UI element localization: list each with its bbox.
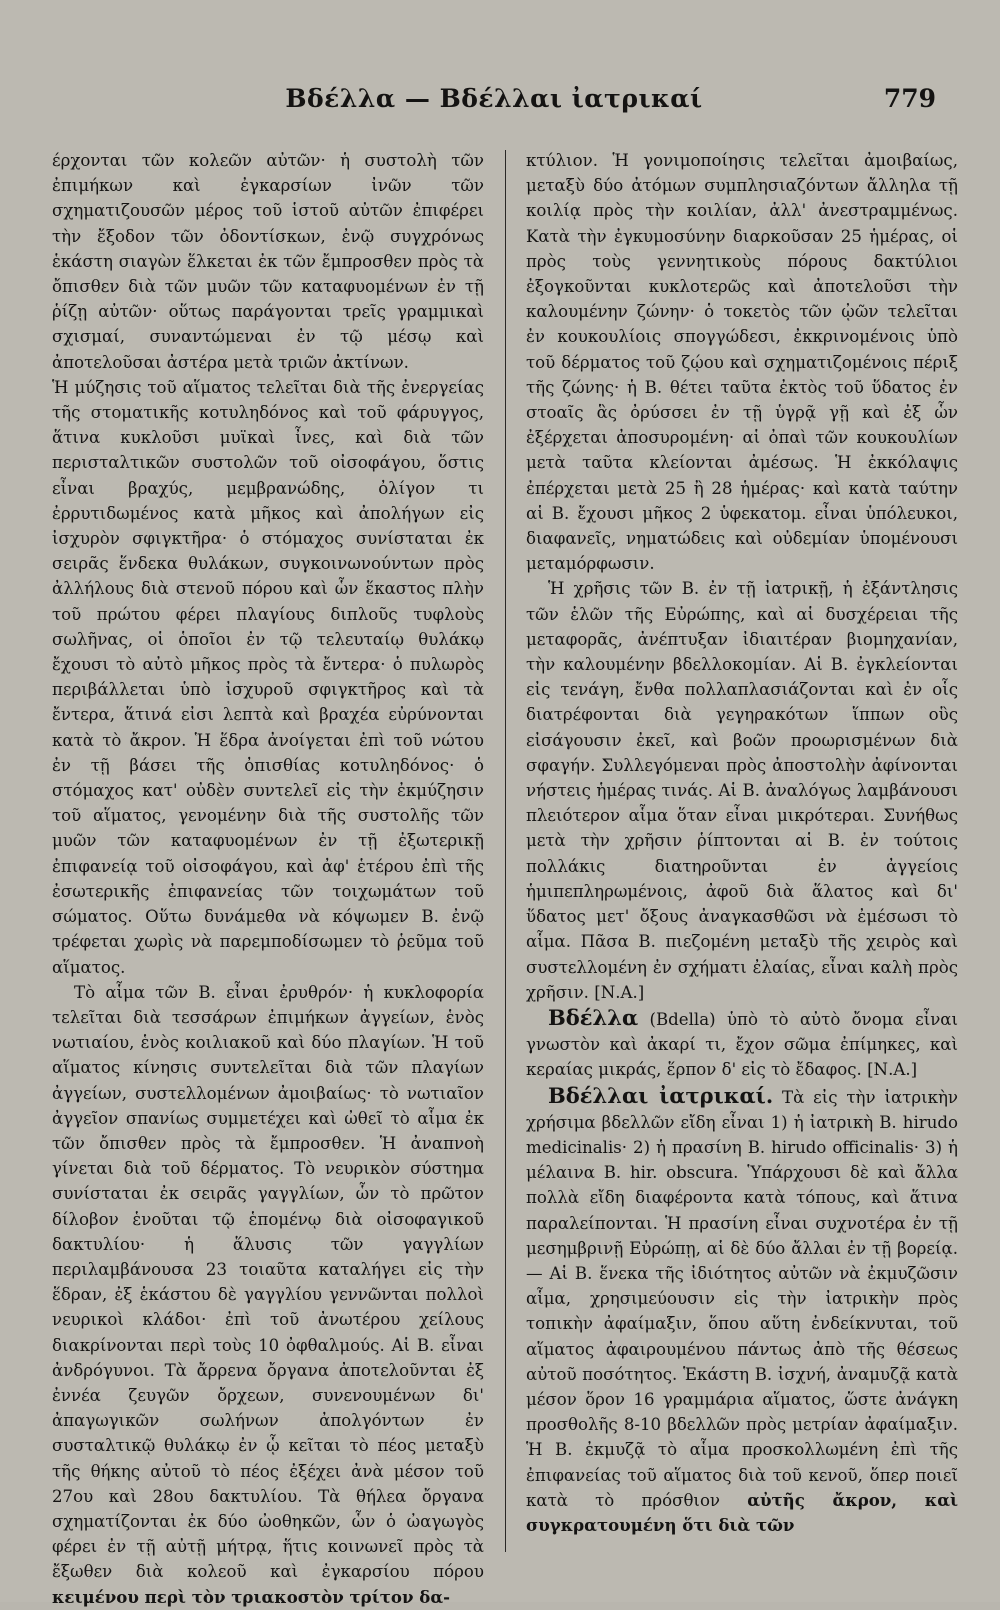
paragraph: Ἡ μύζησις τοῦ αἵματος τελεῖται διὰ τῆς ἐνεργείας τῆς στοματικῆς κοτυληδόνος καὶ τοῦ φάρυγγος, ἅτινα κυκλοῦσι μυϊκαὶ ἶνες, καὶ διὰ τῶν περισταλτικῶν συστολῶν τοῦ οἰσοφάγου, ὅστις εἶναι βραχύς, μεμβρανώδης, ὀλίγον τι ἐρρυτιδωμένος κατὰ μῆκος καὶ ἀπολήγων εἰς ἰσχυρὸν σφιγκτῆρα· ὁ στόμαχος συνίσταται ἐκ σειρᾶς ἕνδεκα θυλάκων, συγκοινωνούντων πρὸς ἀλλήλους διὰ στενοῦ πόρου καὶ ὧν ἕκαστος πλὴν τοῦ πρώτου φέρει πλαγίους διπλοῦς τυφλοὺς σωλῆνας, οἱ ὁποῖοι ἐν τῷ τελευταίῳ θυλάκῳ ἔχουσι τὸ αὐτὸ μῆκος πρὸς τὰ ἔντερα· ὁ πυλωρὸς περιβάλλεται ὑπὸ ἰσχυροῦ σφιγκτῆρος καὶ τὰ ἔντερα, ἅτινά εἰσι λεπτὰ καὶ βραχέα εὐρύνονται κατὰ τὸ ἄκρον. Ἡ ἕδρα ἀνοίγεται ἐπὶ τοῦ νώτου ἐν τῇ βάσει τῆς ὀπισθίας κοτυληδόνος· ὁ στόμαχος κατ' οὐδὲν συντελεῖ εἰς τὴν ἐκμύζησιν τοῦ αἵματος, γενομένην διὰ τῆς συστολῆς τῶν μυῶν τῶν καταφυομένων ἐν τῇ ἐξωτερικῇ ἐπιφανείᾳ τοῦ οἰσοφάγου, καὶ ἀφ' ἑτέρου ἐπὶ τῆς ἐσωτερικῆς ἐπιφανείας τῶν τοιχωμάτων τοῦ σώματος. Οὕτω δυνάμεθα νὰ κόψωμεν Β. ἐνῷ τρέφεται χωρὶς νὰ παρεμποδίσωμεν τὸ ῥεῦμα τοῦ αἵματος. [52, 377, 484, 977]
column-rule [505, 150, 506, 1552]
running-title: Βδέλλα — Βδέλλαι ἰατρικαί [285, 84, 703, 113]
paragraph: Ἡ χρῆσις τῶν Β. ἐν τῇ ἰατρικῇ, ἡ ἐξάντλησις τῶν ἑλῶν τῆς Εὐρώπης, καὶ αἱ δυσχέρειαι τῆς μεταφορᾶς, ἀνέπτυξαν ἰδιαιτέραν βιομηχανίαν, τὴν καλουμένην βδελλοκομίαν. Αἱ Β. ἐγκλείονται εἰς τενάγη, ἔνθα πολλαπλασιάζονται καὶ ἐν οἷς διατρέφονται διὰ γεγηρακότων ἵππων οὓς εἰσάγουσιν ἐκεῖ, καὶ βοῶν προωρισμένων διὰ σφαγήν. Συλλεγόμεναι πρὸς ἀποστολὴν ἀφίνονται νήστεις ἡμέρας τινάς. Αἱ Β. ἀναλόγως λαμβάνουσι πλειότερον αἷμα ὅταν εἶναι μικρότεραι. Συνήθως μετὰ τὴν χρῆσιν ῥίπτονται αἱ Β. ἐν τούτοις πολλάκις διατηροῦνται ἐν ἀγγείοις ἡμιπεπληρωμένοις, ἀφοῦ διὰ ἅλατος καὶ δι' ὕδατος μετ' ὄξους ἀναγκασθῶσι νὰ ἐμέσωσι τὸ αἷμα. Πᾶσα Β. πιεζομένη μεταξὺ τῆς χειρὸς καὶ συστελλομένη ἐν σχήματι ἐλαίας, εἶναι καλὴ πρὸς χρῆσιν. [Ν.Α.] [526, 579, 958, 1002]
bold-continuation: κειμένου περὶ τὸν τριακοστὸν τρίτον δα- [52, 1586, 450, 1607]
entry-lemma: Βδέλλαι ἰατρικαί. [548, 1082, 774, 1108]
left-column [52, 148, 484, 1607]
entry-lemma: Βδέλλα [548, 1004, 639, 1030]
entry-bdellai-iatrikai [526, 1083, 958, 1539]
right-column [526, 148, 958, 1572]
text-columns [52, 148, 959, 1607]
paragraph-text: Τὸ αἷμα τῶν Β. εἶναι ἐρυθρόν· ἡ κυκλοφορία τελεῖται διὰ τεσσάρων ἐπιμήκων ἀγγείων, ἑνὸς νωτιαίου, ἑνὸς κοιλιακοῦ καὶ δύο πλαγίων. Ἡ τοῦ αἵματος κίνησις συντελεῖται διὰ τῶν πλαγίων ἀγγείων, συστελλομένων ἀμοιβαίως· τὸ νωτιαῖον ἀγγεῖον σπανίως συμμετέχει καὶ ὠθεῖ τὸ αἷμα ἐκ τῶν ὄπισθεν πρὸς τὰ ἔμπροσθεν. Ἡ ἀναπνοὴ γίνεται διὰ τοῦ δέρματος. Τὸ νευρικὸν σύστημα συνίσταται ἐκ σειρᾶς γαγγλίων, ὧν τὸ πρῶτον δίλοβον ἑνοῦται τῷ ἑπομένῳ διὰ οἰσοφαγικοῦ δακτυλίου· ἡ ἅλυσις τῶν γαγγλίων περιλαμβάνουσα 23 τοιαῦτα καταλήγει εἰς τὴν ἕδραν, ἐξ ἑκάστου δὲ γαγγλίου γεννῶνται πολλοὶ νευρικοὶ κλάδοι· ἐπὶ τοῦ ἀνωτέρου χείλους διακρίνονται περὶ τοὺς 10 ὀφθαλμούς. Αἱ Β. εἶναι ἀνδρόγυνοι. Τὰ ἄρρενα ὄργανα ἀποτελοῦνται ἐξ ἐννέα ζευγῶν ὄρχεων, συνενουμένων δι' ἀπαγωγικῶν σωλήνων ἀπολγόντων ἐν συσταλτικῷ θυλάκῳ ἐν ᾧ κεῖται τὸ πέος μεταξὺ τῆς θήκης αὐτοῦ τὸ πέος ἐξέχει ἀνὰ μέσον τοῦ 27ου καὶ 28ου δακτυλίου. Τὰ θήλεα ὄργανα σχηματίζονται ἐκ δύο ὠοθηκῶν, ὧν ὁ ὠαγωγὸς φέρει ἐν τῇ αὐτῇ μήτρᾳ, ἥτις κοινωνεῖ πρὸς τὰ ἔξωθεν διὰ κολεοῦ καὶ ἐγκαρσίου πόρου [52, 982, 484, 1582]
paragraph: κτύλιον. Ἡ γονιμοποίησις τελεῖται ἀμοιβαίως, μεταξὺ δύο ἀτόμων συμπλησιαζόντων ἄλληλα τῇ κοιλίᾳ πρὸς τὴν κοιλίαν, ἀλλ' ἀνεστραμμένως. Κατὰ τὴν ἐγκυμοσύνην διαρκοῦσαν 25 ἡμέρας, οἱ πρὸς τοὺς γεννητικοὺς πόρους δακτύλιοι ἐξογκοῦνται κυκλοτερῶς καὶ ἀποτελοῦσι τὴν καλουμένην ζώνην· ὁ τοκετὸς τῶν ᾠῶν τελεῖται ἐν κουκουλίοις σπογγώδεσι, ἐκκρινομένοις ὑπὸ τοῦ δέρματος τοῦ ζῴου καὶ σχηματιζομένοις πέριξ τῆς ζώνης· ἡ Β. θέτει ταῦτα ἐκτὸς τοῦ ὕδατος ἐν στοαῖς ἃς ὀρύσσει ἐν τῇ ὑγρᾷ γῇ καὶ ἐξ ὧν ἐξέρχεται ἀποσυρομένη· αἱ ὀπαὶ τῶν κουκουλίων μετὰ ταῦτα κλείονται ἀμέσως. Ἡ ἐκκόλαψις ἐπέρχεται μετὰ 25 ἢ 28 ἡμέρας· καὶ κατὰ ταύτην αἱ Β. ἔχουσι μῆκος 2 ὑφεκατομ. εἶναι ὑπόλευκοι, διαφανεῖς, νηματώδεις καὶ οὐδεμίαν ὑπομένουσι μεταμόρφωσιν. [526, 151, 958, 574]
entry-bdella-acarus [526, 1005, 958, 1083]
paragraph [52, 980, 484, 1610]
entry-text: Τὰ εἰς τὴν ἰατρικὴν χρήσιμα βδελλῶν εἴδη εἶναι 1) ἡ ἰατρικὴ Β. hirudo medicinalis· 2) ἡ πρασίνη Β. hirudo officinalis· 3) ἡ μέλαινα Β. hir. obscura. Ὑπάρχουσι δὲ καὶ ἄλλα πολλὰ εἴδη διαφέροντα κατὰ τόπους, καὶ ἅτινα παραλείπονται. Ἡ πρασίνη εἶναι συχνοτέρα ἐν τῇ μεσημβρινῇ Εὐρώπῃ, αἱ δὲ δύο ἄλλαι ἐν τῇ βορείᾳ. — Αἱ Β. ἕνεκα τῆς ἰδιότητος αὐτῶν νὰ ἐκμυζῶσιν αἷμα, χρησιμεύουσιν εἰς τὴν ἰατρικὴν πρὸς τοπικὴν ἀφαίμαξιν, ὅπου αὕτη ἐνδείκνυται, τοῦ αἵματος ἀφαιρουμένου πάντως ἀπὸ τῆς θέσεως αὐτοῦ ποσότητος. Ἑκάστη Β. ἰσχνή, ἀναμυζᾷ κατὰ μέσον ὅρον 16 γραμμάρια αἵματος, ὥστε ἀνάγκη προσθολῆς 8-10 βδελλῶν πρὸς μετρίαν ἀφαίμαξιν. Ἡ Β. ἐκμυζᾷ τὸ αἷμα προσκολλωμένη ἐπὶ τῆς ἐπιφανείας τοῦ αἵματος διὰ τοῦ κενοῦ, ὅπερ ποιεῖ κατὰ τὸ πρόσθιον [526, 1087, 958, 1510]
page-number: 779 [883, 84, 936, 113]
entry-text: (Bdella) ὑπὸ τὸ αὐτὸ ὄνομα εἶναι γνωστὸν καὶ ἀκαρί τι, ἔχον σῶμα ἐπίμηκες, καὶ κεραίας μικράς, ἕρπον δ' εἰς τὸ ἔδαφος. [Ν.Α.] [526, 1009, 959, 1080]
page-header [52, 84, 936, 124]
bold-continuation: αὐτῆς ἄκρον, καὶ συγκρατουμένη ὅτι διὰ τῶν [526, 1489, 958, 1535]
paragraph: έρχονται τῶν κολεῶν αὐτῶν· ἡ συστολὴ τῶν ἐπιμήκων καὶ ἐγκαρσίων ἰνῶν τῶν σχηματιζουσῶν μέρος τοῦ ἱστοῦ αὐτῶν ἐπιφέρει τὴν ἔξοδον τῶν ὀδοντίσκων, ἐνῷ συγχρόνως ἑκάστη σιαγὼν ἕλκεται ἐκ τῶν ἔμπροσθεν πρὸς τὰ ὄπισθεν διὰ τῶν μυῶν τῶν καταφυομένων ἐν τῇ ῥίζῃ αὐτῶν· οὕτως παράγονται τρεῖς γραμμικαὶ σχισμαί, συναντώμεναι ἐν τῷ μέσῳ καὶ ἀποτελοῦσαι ἀστέρα μετὰ τριῶν ἀκτίνων. [52, 151, 484, 372]
